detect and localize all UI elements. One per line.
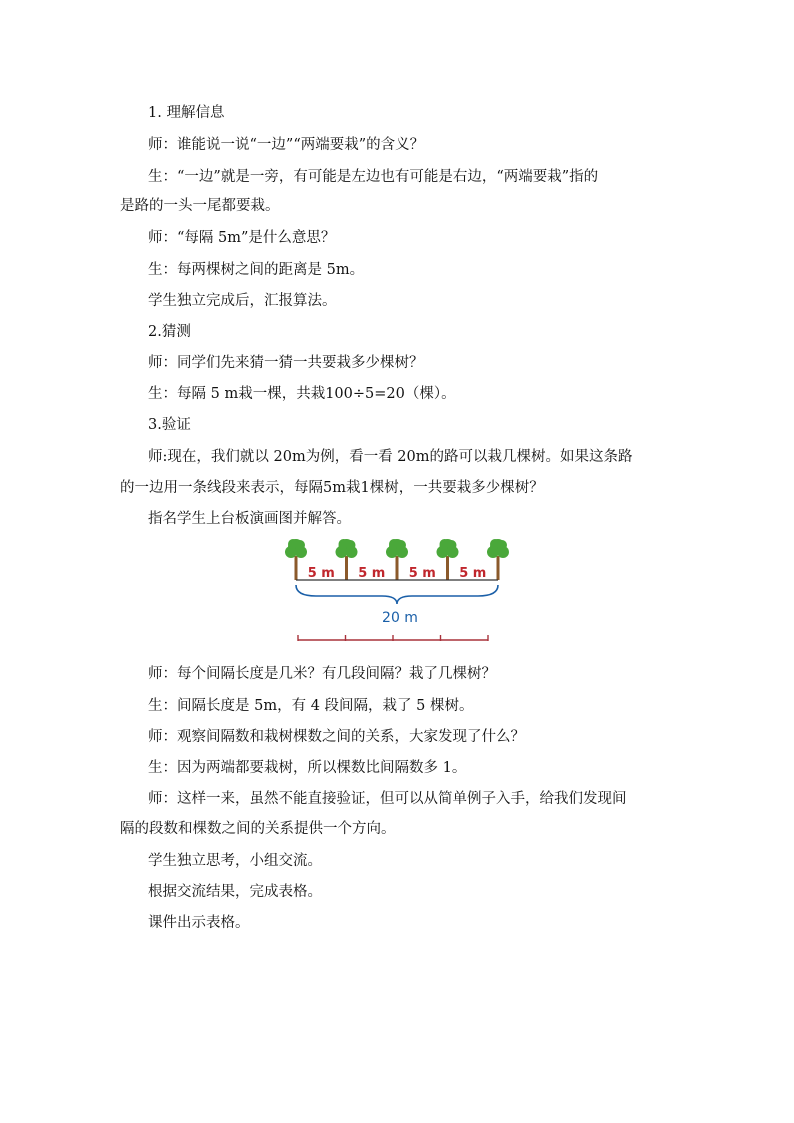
paragraph: 的一边用一条线段来表示，每隔5m栽1棵树，一共要栽多少棵树？ (120, 480, 544, 496)
paragraph: 生：每两棵树之间的距离是 5m。 (148, 262, 365, 278)
interval-length-label: 5 m (459, 566, 487, 581)
paragraph: 师：每个间隔长度是几米？有几段间隔？栽了几棵树？ (148, 666, 496, 682)
tree-icon (336, 539, 358, 580)
paragraph: 生：间隔长度是 5m，有 4 段间隔，栽了 5 棵树。 (148, 698, 474, 714)
paragraph: 学生独立完成后，汇报算法。 (148, 293, 337, 309)
paragraph: 师：观察间隔数和栽树棵数之间的关系，大家发现了什么？ (148, 729, 525, 745)
tree-icon (487, 539, 509, 580)
paragraph: 生：“一边”就是一旁，有可能是左边也有可能是右边，“两端要栽”指的 (148, 169, 599, 185)
paragraph: 是路的一头一尾都要栽。 (120, 198, 280, 214)
paragraph: 指名学生上台板演画图并解答。 (148, 511, 351, 527)
paragraph: 课件出示表格。 (148, 915, 250, 931)
tree-icon (285, 539, 307, 580)
paragraph: 师：谁能说一说“一边”“两端要栽”的含义？ (148, 137, 425, 153)
section-heading-verify: 3.验证 (148, 417, 191, 433)
total-brace (296, 585, 498, 604)
paragraph: 生：因为两端都要栽树，所以棵数比间隔数多 1。 (148, 760, 467, 776)
paragraph: 隔的段数和棵数之间的关系提供一个方向。 (120, 821, 396, 837)
interval-length-label: 5 m (358, 566, 386, 581)
paragraph: 根据交流结果，完成表格。 (148, 884, 322, 900)
tree-icon (386, 539, 408, 580)
paragraph: 师：“每隔 5m”是什么意思？ (148, 230, 336, 246)
paragraph: 师：同学们先来猜一猜一共要栽多少棵树？ (148, 355, 424, 371)
section-heading-understand: 1. 理解信息 (148, 105, 225, 121)
tree-planting-diagram (270, 538, 520, 648)
total-length-label: 20 m (382, 610, 418, 626)
paragraph: 师:现在，我们就以 20m为例，看一看 20m的路可以栽几棵树。如果这条路 (148, 449, 633, 465)
interval-length-label: 5 m (408, 566, 436, 581)
paragraph: 师：这样一来，虽然不能直接验证，但可以从简单例子入手，给我们发现间 (148, 791, 627, 807)
paragraph: 学生独立思考，小组交流。 (148, 853, 322, 869)
interval-length-label: 5 m (307, 566, 335, 581)
paragraph: 生：每隔 5 m栽一棵，共栽100÷5=20（棵）。 (148, 386, 456, 402)
tree-icon (437, 539, 459, 580)
section-heading-guess: 2.猜测 (148, 324, 191, 340)
